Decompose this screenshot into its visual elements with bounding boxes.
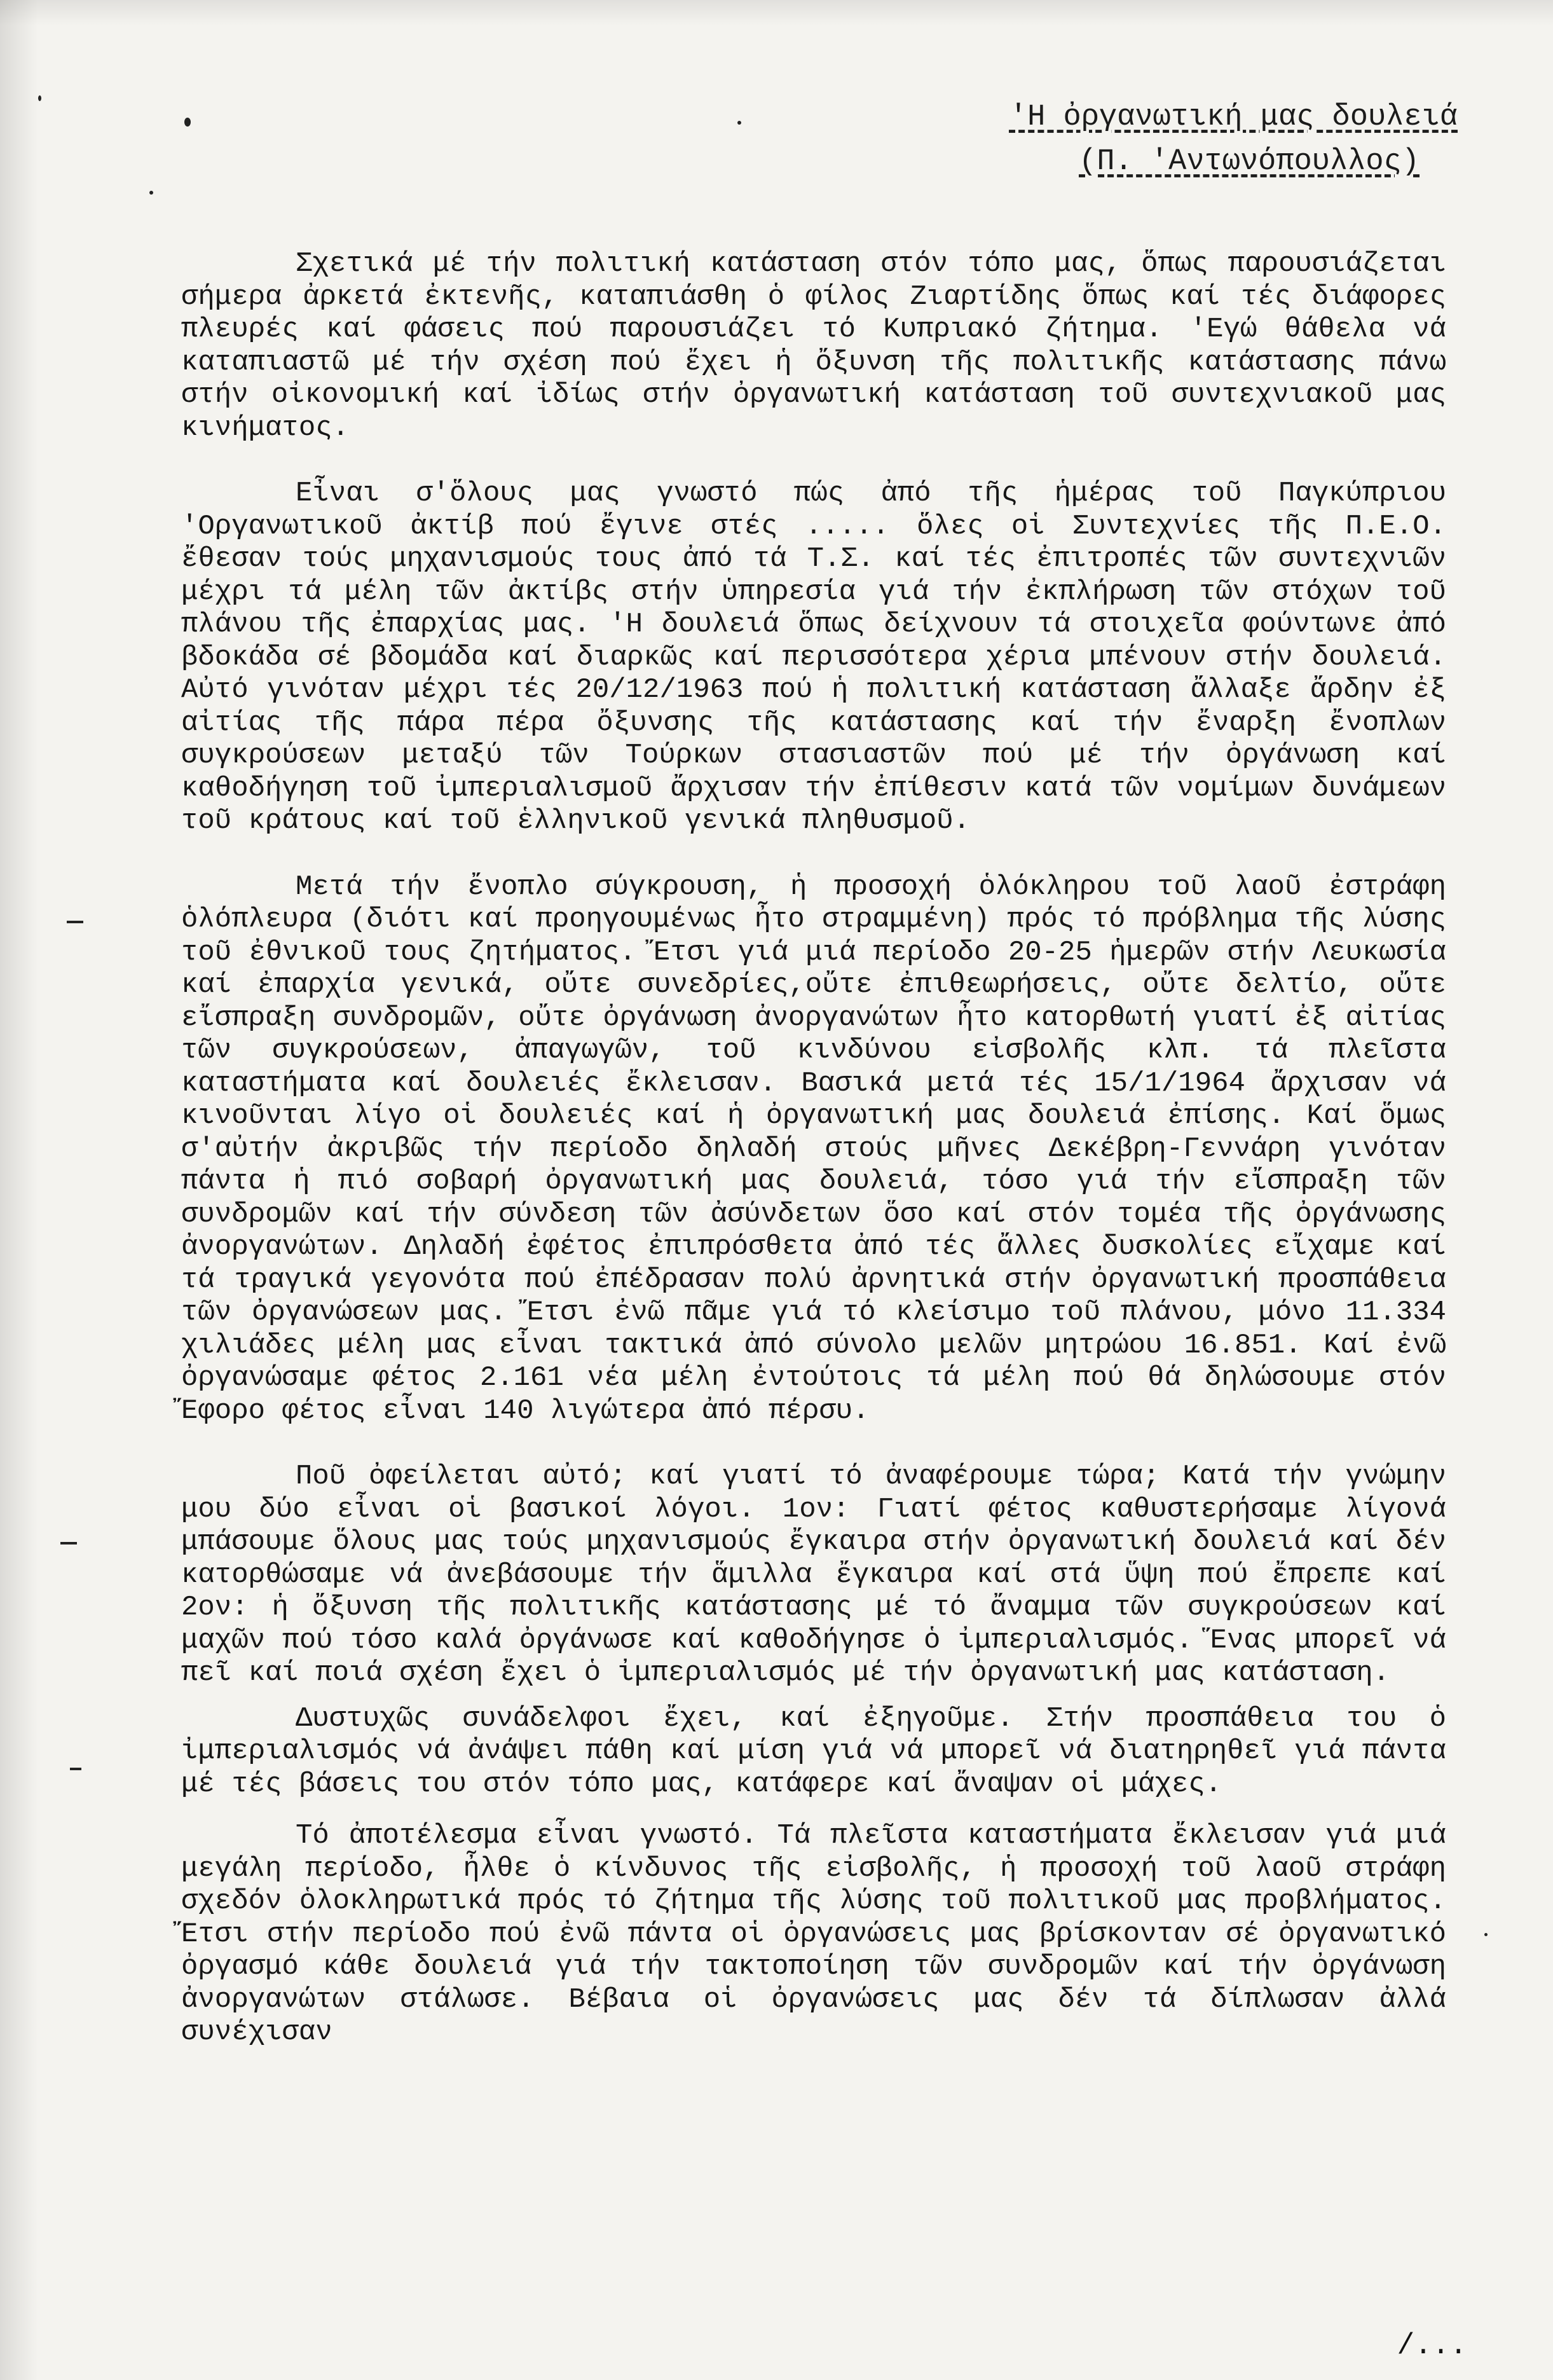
document-body bbox=[181, 248, 1446, 2082]
scan-shadow-top bbox=[0, 0, 1553, 25]
paragraph-3: Μετά τήν ἔνοπλο σύγκρουση, ἡ προσοχή ὁλόκληρου τοῦ λαοῦ ἐστράφη ὁλόπλευρα (διότι καί προηγουμένως ἦτο στραμμένη) πρός τό πρόβλημα τῆς λύσης τοῦ ἐθνικοῦ τους ζητήματος. Ἔτσι γιά μιά περίοδο 20-25 ἡμερῶν στήν Λευκωσία καί ἐπαρχία γενικά, οὔτε συνεδρίες,οὔτε ἐπιθεωρήσεις, οὔτε δελτίο, οὔτε εἴσπραξη συνδρομῶν, οὔτε ὀργάνωση ἀνοργανώτων ἦτο κατορθωτή γιατί ἐξ αἰτίας τῶν συγκρούσεων, ἀπαγωγῶν, τοῦ κινδύνου εἰσβολῆς κλπ. τά πλεῖστα καταστήματα καί δουλειές ἔκλεισαν. Βασικά μετά τές 15/1/1964 ἄρχισαν νά κινοῦνται λίγο οἱ δουλειές καί ἡ ὀργανωτική μας δουλειά ἐπίσης. Καί ὅμως σ'αὐτήν ἀκριβῶς τήν περίοδο δηλαδή στούς μῆνες Δεκέβρη-Γεννάρη γινόταν πάντα ἡ πιό σοβαρή ὀργανωτική μας δουλειά, τόσο γιά τήν εἴσπραξη τῶν συνδρομῶν καί τήν σύνδεση τῶν ἀσύνδετων ὅσο καί στόν τομέα τῆς ὀργάνωσης ἀνοργανώτων. Δηλαδή ἐφέτος ἐπιπρόσθετα ἀπό τές ἄλλες δυσκολίες εἴχαμε καί τά τραγικά γεγονότα πού ἐπέδρασαν πολύ ἀρνητικά στήν ὀργανωτική προσπάθεια τῶν ὀργανώσεων μας. Ἔτσι ἐνῶ πᾶμε γιά τό κλείσιμο τοῦ πλάνου, μόνο 11.334 χιλιάδες μέλη μας εἶναι τακτικά ἀπό σύνολο μελῶν μητρώου 16.851. Καί ἐνῶ ὀργανώσαμε φέτος 2.161 νέα μέλη ἐντούτοις τά μέλη πού θά δηλώσουμε στόν Ἔφορο φέτος εἶναι 140 λιγώτερα ἀπό πέρσυ. bbox=[181, 870, 1446, 1427]
paragraph-1: Σχετικά μέ τήν πολιτική κατάσταση στόν τόπο μας, ὅπως παρουσιάζεται σήμερα ἀρκετά ἐκτενῆς, καταπιάσθη ὁ φίλος Ζιαρτίδης ὅπως καί τές διάφορες πλευρές καί φάσεις πού παρουσιάζει τό Κυπριακό ζήτημα. 'Εγώ θάθελα νά καταπιαστῶ μέ τήν σχέση πού ἔχει ἡ ὄξυνση τῆς πολιτικῆς κατάστασης πάνω στήν οἰκονομική καί ἰδίως στήν ὀργανωτική κατάσταση τοῦ συντεχνιακοῦ μας κινήματος. bbox=[181, 248, 1446, 444]
scan-shadow-left bbox=[0, 0, 38, 2380]
scan-speck bbox=[184, 118, 191, 127]
paragraph-5: Δυστυχῶς συνάδελφοι ἔχει, καί ἐξηγοῦμε. Στήν προσπάθεια του ὁ ἰμπεριαλισμός νά ἀνάψει πάθη καί μίση γιά νά μπορεῖ νά διατηρηθεῖ γιά πάντα μέ τές βάσεις του στόν τόπο μας, κατάφερε καί ἄναψαν οἱ μάχες. bbox=[181, 1702, 1446, 1800]
paragraph-2: Εἶναι σ'ὅλους μας γνωστό πώς ἀπό τῆς ἡμέρας τοῦ Παγκύπριου 'Οργανωτικοῦ ἀκτίβ πού ἔγινε στές ..... ὅλες οἱ Συντεχνίες τῆς Π.Ε.Ο. ἔθεσαν τούς μηχανισμούς τους ἀπό τά Τ.Σ. καί τές ἐπιτροπές τῶν συντεχνιῶν μέχρι τά μέλη τῶν ἀκτίβς στήν ὑπηρεσία γιά τήν ἐκπλήρωση τῶν στόχων τοῦ πλάνου τῆς ἐπαρχίας μας. 'Η δουλειά ὅπως δείχνουν τά στοιχεῖα φούντωνε ἀπό βδοκάδα σέ βδομάδα καί διαρκῶς καί περισσότερα χέρια μπένουν στήν δουλειά. Αὐτό γινόταν μέχρι τές 20/12/1963 πού ἡ πολιτική κατάσταση ἄλλαξε ἄρδην ἐξ αἰτίας τῆς πάρα πέρα ὄξυνσης τῆς κατάστασης καί τήν ἔναρξη ἔνοπλων συγκρούσεων μεταξύ τῶν Τούρκων στασιαστῶν πού μέ τήν ὀργάνωση καί καθοδήγηση τοῦ ἰμπεριαλισμοῦ ἄρχισαν τήν ἐπίθεσιν κατά τῶν νομίμων δυνάμεων τοῦ κράτους καί τοῦ ἑλληνικοῦ γενικά πληθυσμοῦ. bbox=[181, 478, 1446, 837]
margin-mark bbox=[67, 921, 83, 923]
margin-mark bbox=[70, 1768, 81, 1770]
document-title: 'Η ὀργανωτική μας δουλειά bbox=[1009, 100, 1458, 134]
scan-speck bbox=[1484, 1933, 1488, 1936]
scan-speck bbox=[149, 191, 153, 195]
margin-mark bbox=[60, 1542, 77, 1544]
paragraph-4: Ποῦ ὀφείλεται αὐτό; καί γιατί τό ἀναφέρουμε τώρα; Κατά τήν γνώμην μου δύο εἶναι οἱ βασικοί λόγοι. 1ον: Γιατί φέτος καθυστερήσαμε λίγονά μπάσουμε ὅλους μας τούς μηχανισμούς ἔγκαιρα στήν ὀργανωτική δουλειά καί δέν κατορθώσαμε νά ἀνεβάσουμε τήν ἅμιλλα ἔγκαιρα καί στά ὕψη πού ἔπρεπε καί 2ον: ἡ ὄξυνση τῆς πολιτικῆς κατάστασης μέ τό ἄναμμα τῶν συγκρούσεων καί μαχῶν πού τόσο καλά ὀργάνωσε καί καθοδήγησε ὁ ἰμπεριαλισμός. Ἕνας μπορεῖ νά πεῖ καί ποιά σχέση ἔχει ὁ ἰμπεριαλισμός μέ τήν ὀργανωτική μας κατάσταση. bbox=[181, 1461, 1446, 1689]
continuation-marker: /... bbox=[1397, 2329, 1467, 2362]
scan-speck bbox=[737, 121, 741, 125]
scan-speck bbox=[38, 95, 41, 101]
paragraph-6: Τό ἀποτέλεσμα εἶναι γνωστό. Τά πλεῖστα καταστήματα ἔκλεισαν γιά μιά μεγάλη περίοδο, ἦλθε ὁ κίνδυνος τῆς εἰσβολῆς, ἡ προσοχή τοῦ λαοῦ στράφη σχεδόν ὁλοκληρωτικά πρός τό ζήτημα τῆς λύσης τοῦ πολιτικοῦ μας προβλήματος. Ἔτσι στήν περίοδο πού ἐνῶ πάντα οἱ ὀργανώσεις μας βρίσκονταν σέ ὀργανωτικό ὀργασμό κάθε δουλειά γιά τήν τακτοποίηση τῶν συνδρομῶν καί τήν ὀργάνωση ἀνοργανώτων στάλωσε. Βέβαια οἱ ὀργανώσεις μας δέν τά δίπλωσαν ἀλλά συνέχισαν bbox=[181, 1820, 1446, 2048]
document-author: (Π. 'Αντωνόπουλλος) bbox=[1079, 145, 1420, 179]
document-header bbox=[1009, 95, 1458, 184]
